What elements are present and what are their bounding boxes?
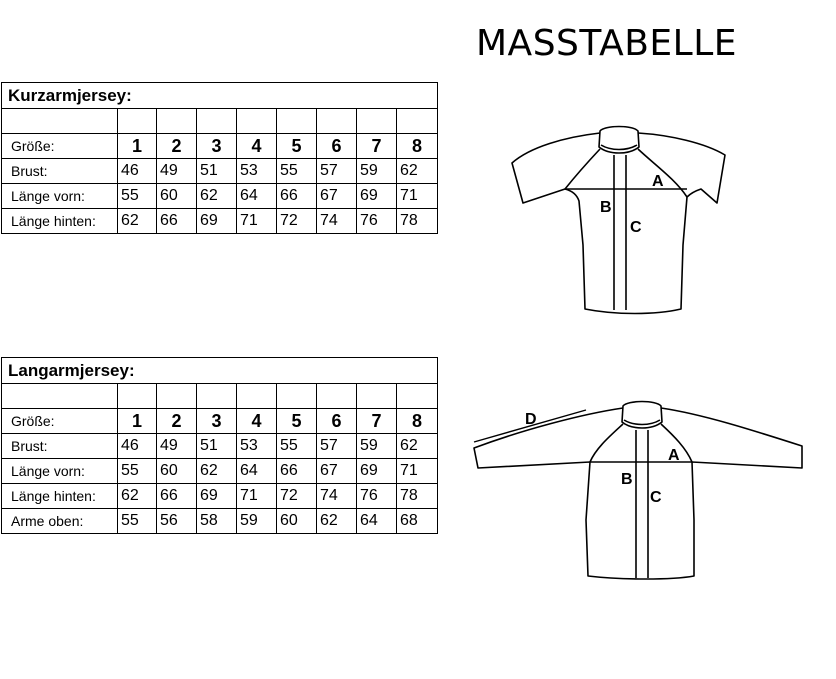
long-sleeve-jersey-diagram	[472, 400, 804, 580]
measure-label-c: C	[650, 489, 662, 506]
collar-inner-line	[624, 420, 660, 425]
table-cell: 76	[357, 484, 397, 509]
row-label: Länge hinten:	[2, 209, 118, 234]
table-cell: 78	[397, 484, 438, 509]
size-header: 7	[357, 134, 397, 159]
row-label: Länge vorn:	[2, 459, 118, 484]
table-cell: 69	[197, 209, 237, 234]
size-header: 2	[157, 134, 197, 159]
table-cell: 72	[277, 484, 317, 509]
size-header: 7	[357, 409, 397, 434]
size-header: 1	[118, 409, 157, 434]
size-header: 3	[197, 409, 237, 434]
size-header: 5	[277, 134, 317, 159]
table-cell: 64	[237, 184, 277, 209]
table-cell: 60	[157, 459, 197, 484]
left-raglan-seam	[565, 149, 600, 189]
table-cell: 66	[157, 209, 197, 234]
measure-label-d: D	[525, 411, 537, 428]
table-cell: 53	[237, 434, 277, 459]
size-header: 6	[317, 134, 357, 159]
table-row	[2, 434, 438, 459]
measure-label-a: A	[652, 173, 664, 190]
table-cell: 49	[157, 159, 197, 184]
table-cell: 62	[397, 434, 438, 459]
table-cell: 57	[317, 159, 357, 184]
spacer-row	[2, 384, 438, 409]
row-label: Arme oben:	[2, 509, 118, 534]
size-header: 6	[317, 409, 357, 434]
size-header: 3	[197, 134, 237, 159]
table-row	[2, 184, 438, 209]
table-cell: 53	[237, 159, 277, 184]
table-cell: 59	[357, 159, 397, 184]
size-header-row	[2, 409, 438, 434]
row-label: Brust:	[2, 159, 118, 184]
table-cell: 64	[357, 509, 397, 534]
spacer-row	[2, 109, 438, 134]
table-cell: 66	[277, 459, 317, 484]
table-cell: 76	[357, 209, 397, 234]
table-row	[2, 209, 438, 234]
table-cell: 49	[157, 434, 197, 459]
table-cell: 55	[118, 509, 157, 534]
table-cell: 60	[157, 184, 197, 209]
table-row	[2, 484, 438, 509]
short-sleeve-size-table	[1, 82, 438, 234]
row-label: Brust:	[2, 434, 118, 459]
left-raglan-seam	[590, 424, 623, 462]
table-cell: 62	[118, 484, 157, 509]
size-header: 4	[237, 134, 277, 159]
table-cell: 55	[118, 459, 157, 484]
table-cell: 60	[277, 509, 317, 534]
size-header: 2	[157, 409, 197, 434]
table-cell: 72	[277, 209, 317, 234]
measure-label-c: C	[630, 219, 642, 236]
long-sleeve-size-table	[1, 357, 438, 534]
size-header: 1	[118, 134, 157, 159]
measure-label-b: B	[600, 199, 612, 216]
table-row	[2, 459, 438, 484]
table-cell: 58	[197, 509, 237, 534]
table-cell: 55	[118, 184, 157, 209]
table-cell: 69	[357, 184, 397, 209]
table-cell: 74	[317, 209, 357, 234]
table-cell: 69	[197, 484, 237, 509]
size-header: 8	[397, 134, 438, 159]
table-cell: 55	[277, 159, 317, 184]
table-cell: 62	[118, 209, 157, 234]
row-label: Länge hinten:	[2, 484, 118, 509]
size-header-row	[2, 134, 438, 159]
table-cell: 62	[317, 509, 357, 534]
measure-label-b: B	[621, 471, 633, 488]
size-header: 5	[277, 409, 317, 434]
table-row	[2, 159, 438, 184]
table-cell: 64	[237, 459, 277, 484]
size-header-label: Größe:	[2, 134, 118, 159]
table-cell: 62	[197, 459, 237, 484]
table-cell: 59	[237, 509, 277, 534]
table-cell: 71	[397, 459, 438, 484]
size-header-label: Größe:	[2, 409, 118, 434]
jersey-outline	[474, 408, 802, 579]
table-cell: 62	[197, 184, 237, 209]
table-cell: 66	[277, 184, 317, 209]
table-cell: 71	[397, 184, 438, 209]
table-cell: 68	[397, 509, 438, 534]
table-cell: 51	[197, 434, 237, 459]
table-cell: 66	[157, 484, 197, 509]
table-cell: 56	[157, 509, 197, 534]
table-cell: 74	[317, 484, 357, 509]
size-header: 4	[237, 409, 277, 434]
table-row	[2, 509, 438, 534]
jersey-outline	[512, 133, 725, 314]
table-cell: 71	[237, 484, 277, 509]
measure-label-a: A	[668, 447, 680, 464]
collar-inner-line	[601, 145, 637, 150]
table-cell: 46	[118, 159, 157, 184]
table-caption: Kurzarmjersey:	[2, 83, 438, 109]
table-cell: 62	[397, 159, 438, 184]
table-cell: 67	[317, 184, 357, 209]
table-cell: 67	[317, 459, 357, 484]
table-caption: Langarmjersey:	[2, 358, 438, 384]
short-sleeve-jersey-diagram	[505, 125, 735, 315]
size-header: 8	[397, 409, 438, 434]
table-cell: 59	[357, 434, 397, 459]
table-cell: 55	[277, 434, 317, 459]
table-cell: 69	[357, 459, 397, 484]
row-label: Länge vorn:	[2, 184, 118, 209]
table-cell: 51	[197, 159, 237, 184]
table-cell: 57	[317, 434, 357, 459]
table-cell: 46	[118, 434, 157, 459]
table-cell: 71	[237, 209, 277, 234]
page-title: MASSTABELLE	[476, 23, 738, 64]
table-cell: 78	[397, 209, 438, 234]
